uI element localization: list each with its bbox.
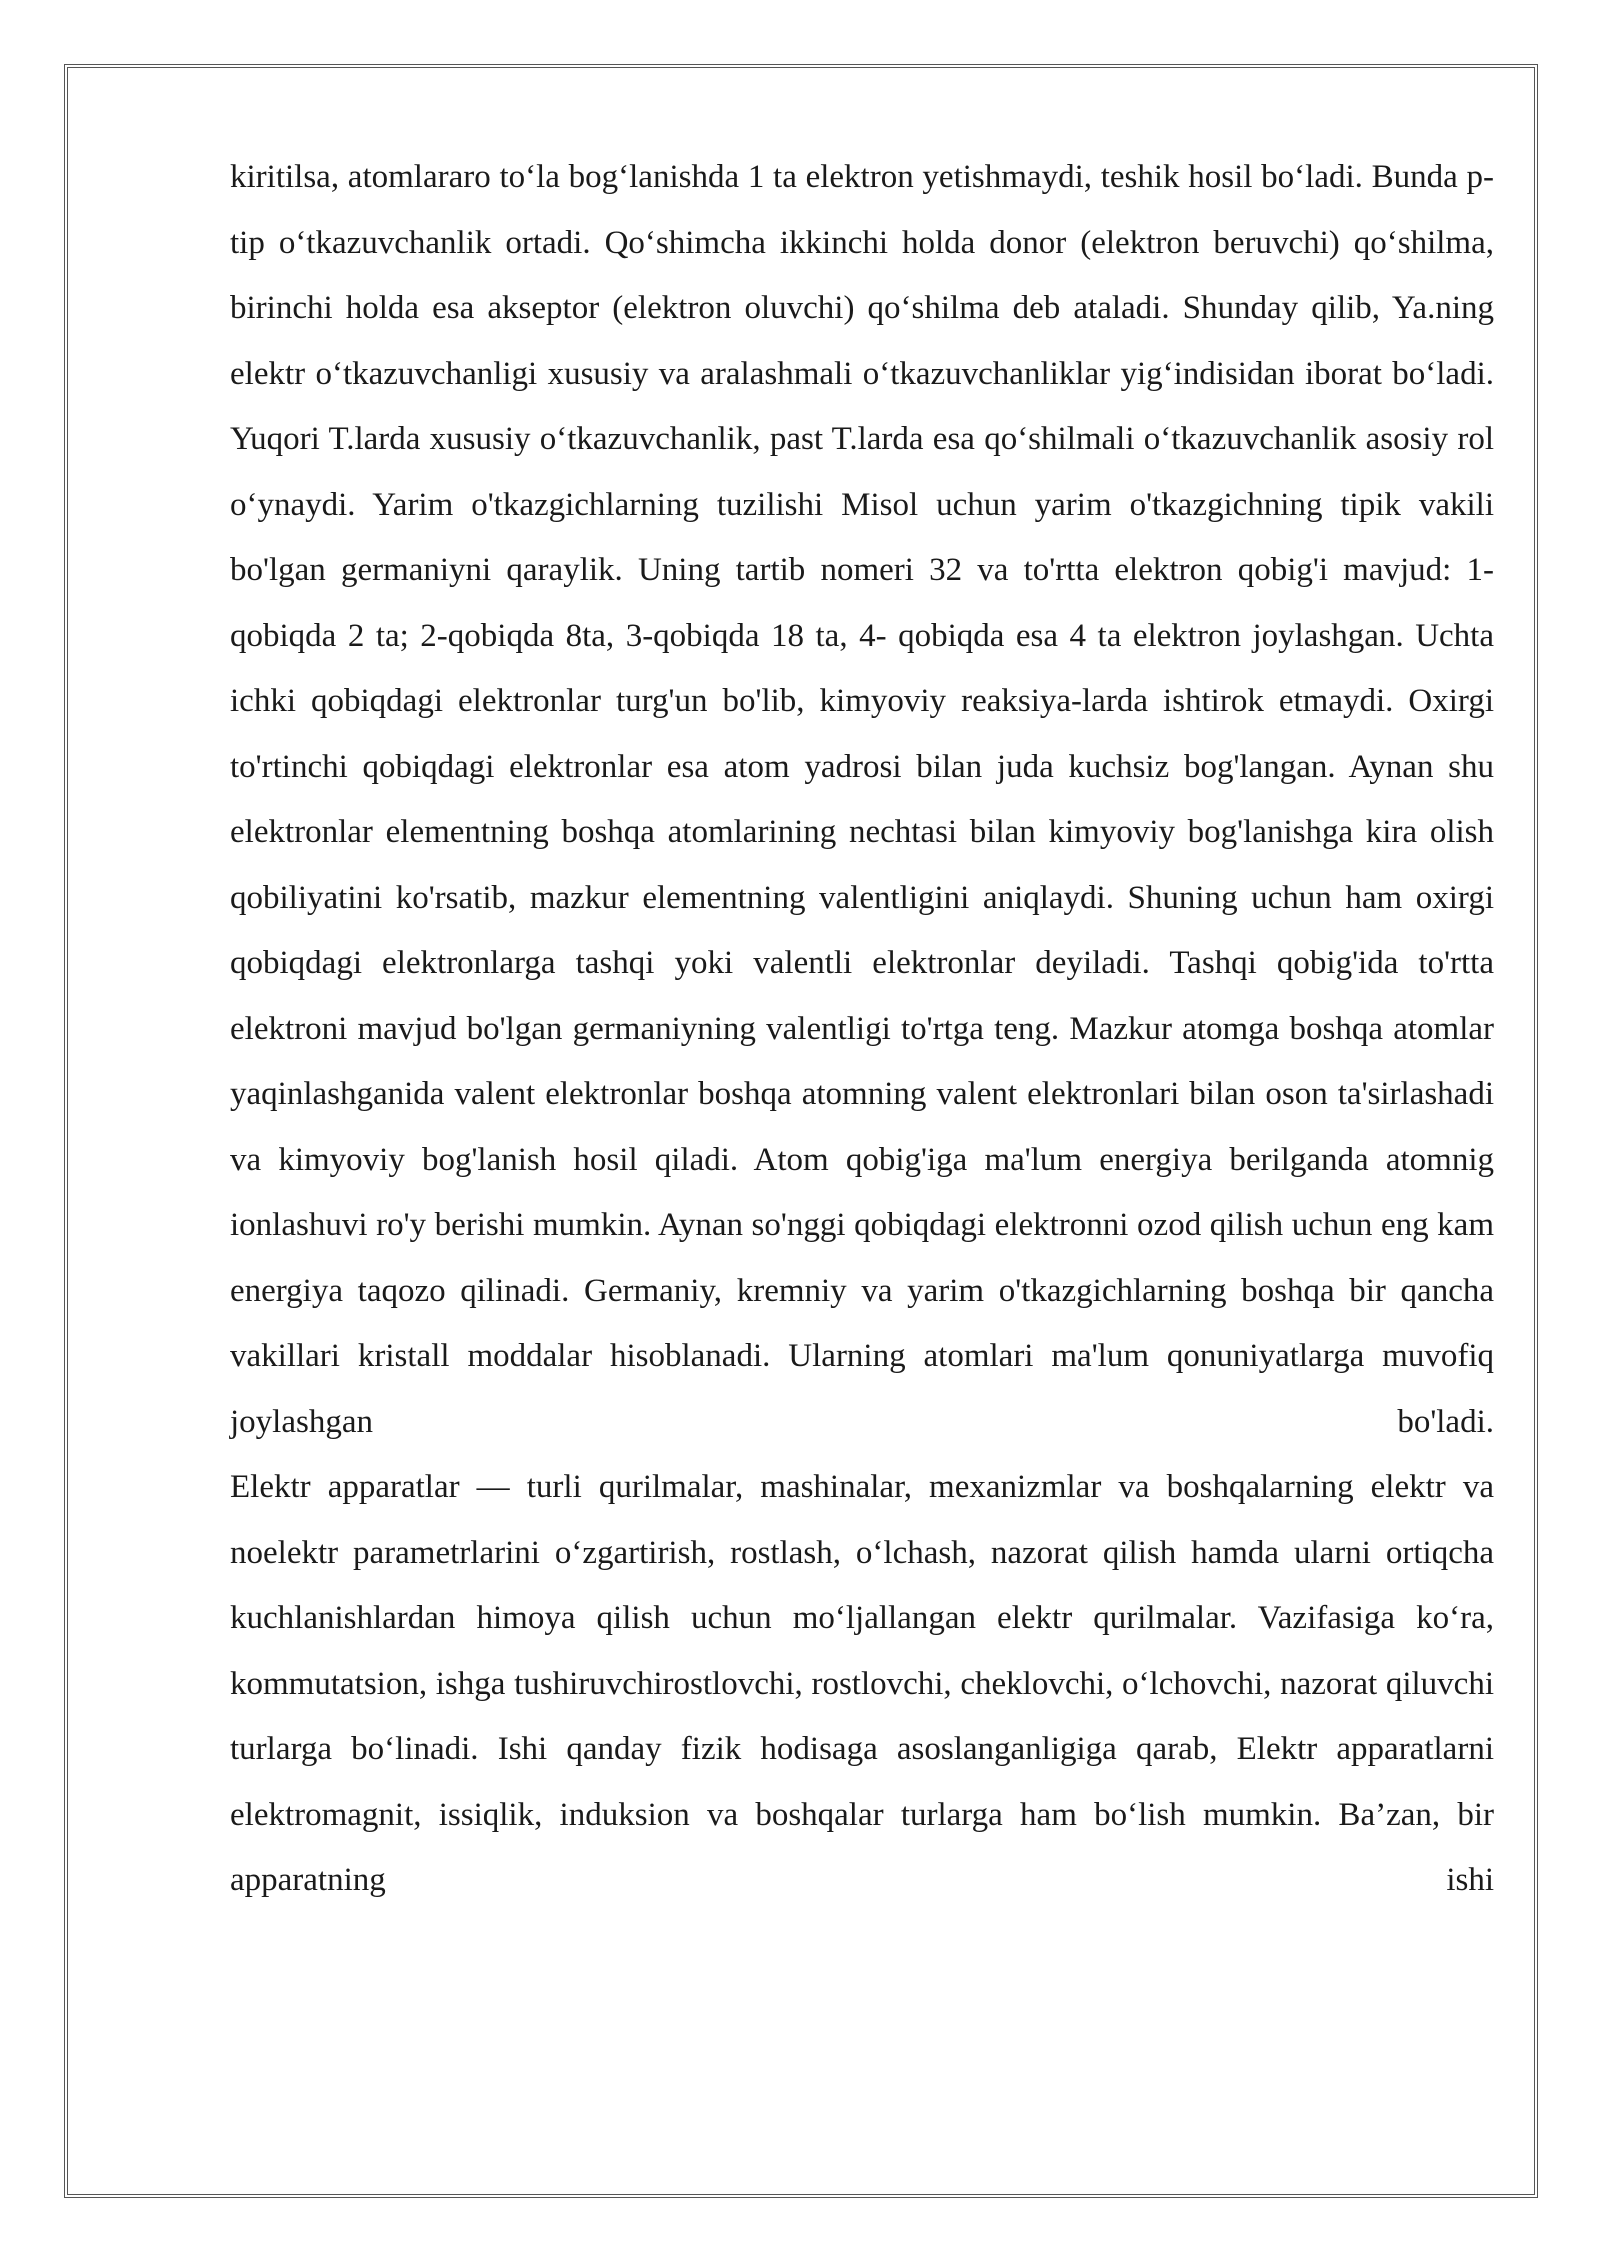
document-body bbox=[230, 145, 1494, 1914]
paragraph-semiconductors: kiritilsa, atomlararo to‘la bog‘lanishda 1 ta elektron yetishmaydi, teshik hosil bo‘ladi. Bunda p-tip o‘tkazuvchanlik ortadi. Qo‘shimcha ikkinchi holda donor (elektron beruvchi) qo‘shilma, birinchi holda esa akseptor (elektron oluvchi) qo‘shilma deb ataladi. Shunday qilib, Ya.ning elektr o‘tkazuvchanligi xususiy va aralashmali o‘tkazuvchanliklar yig‘indisidan iborat bo‘ladi. Yuqori T.larda xususiy o‘tkazuvchanlik, past T.larda esa qo‘shilmali o‘tkazuvchanlik asosiy rol o‘ynaydi. Yarim o'tkazgichlarning tuzilishi Misol uchun yarim o'tkazgichning tipik vakili bo'lgan germaniyni qaraylik. Uning tartib nomeri 32 va to'rtta elektron qobig'i mavjud: 1-qobiqda 2 ta; 2-qobiqda 8ta, 3-qobiqda 18 ta, 4- qobiqda esa 4 ta elektron joylashgan. Uchta ichki qobiqdagi elektronlar turg'un bo'lib, kimyoviy reaksiya-larda ishtirok etmaydi. Oxirgi to'rtinchi qobiqdagi elektronlar esa atom yadrosi bilan juda kuchsiz bog'langan. Aynan shu elektronlar elementning boshqa atomlarining nechtasi bilan kimyoviy bog'lanishga kira olish qobiliyatini ko'rsatib, mazkur elementning valentligini aniqlaydi. Shuning uchun ham oxirgi qobiqdagi elektronlarga tashqi yoki valentli elektronlar deyiladi. Tashqi qobig'ida to'rtta elektroni mavjud bo'lgan germaniyning valentligi to'rtga teng. Mazkur atomga boshqa atomlar yaqinlashganida valent elektronlar boshqa atomning valent elektronlari bilan oson ta'sirlashadi va kimyoviy bog'lanish hosil qiladi. Atom qobig'iga ma'lum energiya berilganda atomnig ionlashuvi ro'y berishi mumkin. Aynan so'nggi qobiqdagi elektronni ozod qilish uchun eng kam energiya taqozo qilinadi. Germaniy, kremniy va yarim o'tkazgichlarning boshqa bir qancha vakillari kristall moddalar hisoblanadi. Ularning atomlari ma'lum qonuniyatlarga muvofiq joylashgan bo'ladi. bbox=[230, 159, 1494, 1440]
paragraph-electric-apparatus: Elektr apparatlar — turli qurilmalar, mashinalar, mexanizmlar va boshqalarning elektr va noelektr parametrlarini o‘zgartirish, rostlash, o‘lchash, nazorat qilish hamda ularni ortiqcha kuchlanishlardan himoya qilish uchun mo‘ljallangan elektr qurilmalar. Vazifasiga ko‘ra, kommutatsion, ishga tushiruvchirostlovchi, rostlovchi, cheklovchi, o‘lchovchi, nazorat qiluvchi turlarga bo‘linadi. Ishi qanday fizik hodisaga asoslanganligiga qarab, Elektr apparatlarni elektromagnit, issiqlik, induksion va boshqalar turlarga ham bo‘lish mumkin. Ba’zan, bir apparatning ishi bbox=[230, 1469, 1494, 1898]
